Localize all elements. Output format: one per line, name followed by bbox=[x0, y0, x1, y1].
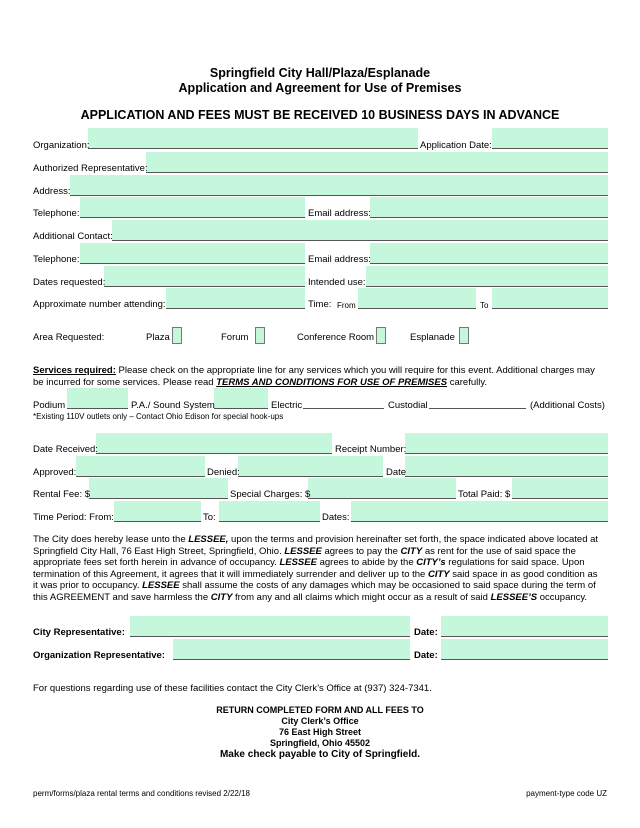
services-text: Services required: Please check on the appropriate line for any services which you will require for this event. Additional charges may be incurred for some services. Please read TERMS AND CONDITIONS FOR USE OF PREMISES carefully. bbox=[33, 365, 595, 388]
org-rep-date-label: Date: bbox=[414, 650, 438, 661]
rental-fee-field[interactable] bbox=[89, 478, 228, 499]
area-esplanade-checkbox[interactable] bbox=[459, 327, 469, 344]
time-to-field[interactable] bbox=[492, 288, 608, 309]
form-subtitle: Application and Agreement for Use of Premises bbox=[178, 81, 462, 95]
electric-field[interactable] bbox=[303, 408, 384, 409]
time-period-from-field[interactable] bbox=[114, 501, 201, 522]
time-to-label: To bbox=[480, 301, 489, 310]
area-option-forum-label: Forum bbox=[221, 332, 249, 343]
additional-contact-label: Additional Contact: bbox=[33, 231, 113, 242]
contact-line: For questions regarding use of these facilities contact the City Clerk’s Office at (937) 324-7341. bbox=[33, 683, 432, 694]
denied-field[interactable] bbox=[238, 456, 383, 477]
return-street: 76 East High Street bbox=[278, 727, 362, 737]
decision-date-field[interactable] bbox=[405, 456, 608, 477]
org-rep-label: Organization Representative: bbox=[33, 650, 165, 661]
return-office: City Clerk’s Office bbox=[281, 716, 359, 726]
pa-system-label: P.A./ Sound System bbox=[131, 400, 215, 411]
decision-date-label: Date bbox=[386, 467, 407, 478]
special-charges-field[interactable] bbox=[308, 478, 456, 499]
authorized-rep-field[interactable] bbox=[146, 152, 608, 173]
email-field[interactable] bbox=[370, 197, 608, 218]
receipt-number-field[interactable] bbox=[405, 433, 608, 454]
approved-field[interactable] bbox=[76, 456, 205, 477]
podium-field[interactable] bbox=[67, 388, 128, 409]
receipt-number-label: Receipt Number: bbox=[335, 444, 407, 455]
time-from-label: From bbox=[337, 301, 356, 310]
payable-note: Make check payable to City of Springfield. bbox=[219, 749, 421, 760]
org-rep-date-field[interactable] bbox=[441, 639, 608, 660]
area-conference-room-checkbox[interactable] bbox=[376, 327, 386, 344]
area-plaza-checkbox[interactable] bbox=[172, 327, 182, 344]
email-2-field[interactable] bbox=[370, 243, 608, 264]
intended-use-label: Intended use: bbox=[308, 277, 366, 288]
total-paid-label: Total Paid: $ bbox=[458, 489, 511, 500]
additional-contact-field[interactable] bbox=[112, 220, 608, 241]
area-forum-checkbox[interactable] bbox=[255, 327, 265, 344]
time-period-dates-label: Dates: bbox=[322, 512, 350, 523]
telephone-field[interactable] bbox=[80, 197, 305, 218]
attendance-field[interactable] bbox=[166, 288, 305, 309]
attendance-label: Approximate number attending: bbox=[33, 299, 166, 310]
denied-label: Denied: bbox=[207, 467, 240, 478]
intended-use-field[interactable] bbox=[366, 266, 608, 287]
time-period-dates-field[interactable] bbox=[351, 501, 608, 522]
rental-fee-label: Rental Fee: $ bbox=[33, 489, 91, 500]
services-heading: Services required: bbox=[33, 365, 116, 376]
organization-field[interactable] bbox=[88, 128, 418, 149]
time-label: Time: bbox=[308, 299, 332, 310]
lease-agreement-text: The City does hereby lease unto the LESSEE, upon the terms and provision hereinafter set forth, the space indicated above located at Springfield City Hall, 76 East High Street, Springfield, Ohio. LESSEE agrees to pay the CITY as rent for the use of said space the appropriate fees set forth herein in advance of occupancy. LESSEE agrees to abide by the CITY’s regulations for said space. Upon termination of this Agreement, it agrees that it will immediately surrender and deliver up to the CITY said space in as good condition as it was prior to occupancy. LESSEE shall assume the costs of any damages which may be occasioned to said space during the term of this AGREEMENT and save harmless the CITY from any and all claims which might occur as a result of said LESSEE’S occupancy. bbox=[33, 534, 599, 603]
electric-label: Electric bbox=[271, 400, 303, 411]
footer-revision: perm/forms/plaza rental terms and conditions revised 2/22/18 bbox=[33, 789, 250, 798]
city-rep-date-label: Date: bbox=[414, 627, 438, 638]
custodial-label: Custodial bbox=[388, 400, 428, 411]
email-label: Email address: bbox=[308, 208, 371, 219]
telephone-label: Telephone: bbox=[33, 208, 80, 219]
time-from-field[interactable] bbox=[358, 288, 476, 309]
authorized-rep-label: Authorized Representative: bbox=[33, 163, 148, 174]
time-period-to-field[interactable] bbox=[219, 501, 320, 522]
form-title: Springfield City Hall/Plaza/Esplanade bbox=[209, 66, 431, 80]
podium-label: Podium bbox=[33, 400, 66, 411]
date-received-field[interactable] bbox=[96, 433, 332, 454]
area-option-esplanade-label: Esplanade bbox=[410, 332, 455, 343]
city-rep-date-field[interactable] bbox=[441, 616, 608, 637]
additional-costs-label: (Additional Costs) bbox=[530, 400, 605, 411]
application-date-label: Application Date: bbox=[420, 140, 492, 151]
area-option-conference-label: Conference Room bbox=[297, 332, 375, 343]
city-rep-signature-field[interactable] bbox=[130, 616, 410, 637]
org-rep-signature-field[interactable] bbox=[173, 639, 410, 660]
approved-label: Approved: bbox=[33, 467, 77, 478]
address-label: Address: bbox=[33, 186, 71, 197]
area-requested-label: Area Requested: bbox=[33, 332, 105, 343]
return-city: Springfield, Ohio 45502 bbox=[269, 738, 371, 748]
footer-payment-code: payment-type code UZ bbox=[526, 789, 607, 798]
date-received-label: Date Received: bbox=[33, 444, 98, 455]
dates-requested-label: Dates requested: bbox=[33, 277, 106, 288]
area-option-plaza-label: Plaza bbox=[146, 332, 170, 343]
deadline-notice: APPLICATION AND FEES MUST BE RECEIVED 10 BUSINESS DAYS IN ADVANCE bbox=[80, 108, 560, 122]
organization-label: Organization: bbox=[33, 140, 90, 151]
address-field[interactable] bbox=[70, 175, 608, 196]
email-2-label: Email address: bbox=[308, 254, 371, 265]
dates-requested-field[interactable] bbox=[104, 266, 305, 287]
telephone-2-field[interactable] bbox=[80, 243, 305, 264]
custodial-field[interactable] bbox=[429, 408, 526, 409]
time-period-from-label: Time Period: From: bbox=[33, 512, 114, 523]
total-paid-field[interactable] bbox=[512, 478, 608, 499]
application-date-field[interactable] bbox=[492, 128, 608, 149]
terms-link[interactable]: TERMS AND CONDITIONS FOR USE OF PREMISES bbox=[216, 376, 448, 388]
telephone-2-label: Telephone: bbox=[33, 254, 80, 265]
outlets-note: *Existing 110V outlets only – Contact Ohio Edison for special hook-ups bbox=[33, 412, 284, 421]
special-charges-label: Special Charges: $ bbox=[230, 489, 311, 500]
pa-system-field[interactable] bbox=[214, 388, 268, 409]
city-rep-label: City Representative: bbox=[33, 627, 125, 638]
return-instructions: RETURN COMPLETED FORM AND ALL FEES TO bbox=[216, 705, 424, 715]
time-period-to-label: To: bbox=[203, 512, 216, 523]
